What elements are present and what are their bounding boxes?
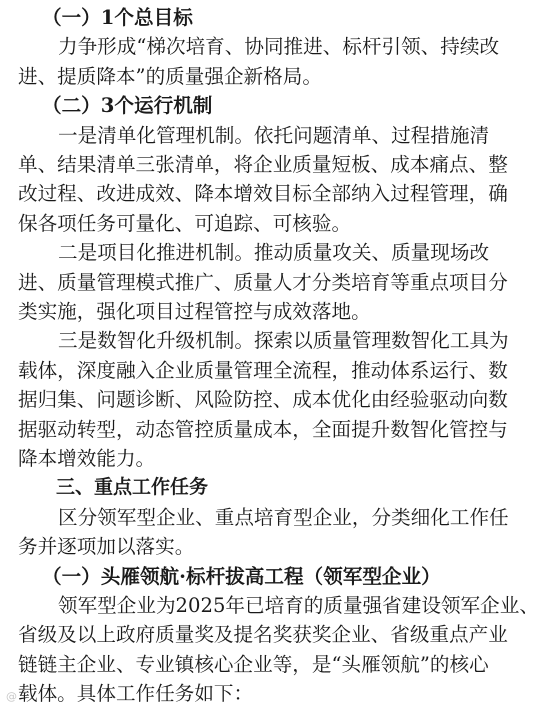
paragraph-line: 省级及以上政府质量奖及提名奖获奖企业、省级重点产业 (18, 623, 508, 647)
paragraph-line: 据归集、问题诊断、风险防控、成本优化由经验驱动向数 (18, 388, 508, 412)
paragraph-line: 三是数智化升级机制。探索以质量管理数智化工具为 (58, 329, 509, 353)
paragraph-line: 据驱动转型，动态管控质量成本，全面提升数智化管控与 (18, 417, 508, 441)
paragraph-line: 进、提质降本”的质量强企新格局。 (18, 64, 322, 88)
section-heading-key-tasks: 三、重点工作任务 (56, 476, 209, 499)
paragraph-line: 单、结果清单三张清单，将企业质量短板、成本痛点、整 (18, 153, 508, 176)
paragraph-line: 领军型企业为2025年已培育的质量强省建设领军企业、 (58, 594, 539, 617)
paragraph-line: 区分领军型企业、重点培育型企业，分类细化工作任 (58, 505, 509, 529)
paragraph-line: 一是清单化管理机制。依托问题清单、过程措施清 (58, 123, 490, 147)
watermark: @ (6, 690, 17, 703)
paragraph-line: 务并逐项加以落实。 (18, 535, 195, 559)
subheading-lead-goose: （一）头雁领航·标杆拔高工程（领军型企业） (42, 564, 441, 588)
paragraph-line: 类实施，强化项目过程管控与成效落地。 (18, 300, 371, 323)
paragraph-line: 链链主企业、专业镇核心企业等，是“头雁领航”的核心 (18, 652, 489, 676)
subheading-overall-goal: （一）1个总目标 (42, 6, 193, 29)
paragraph-line: 力争形成“梯次培育、协同推进、标杆引领、持续改 (58, 35, 500, 59)
paragraph-line: 二是项目化推进机制。推动质量攻关、质量现场改 (58, 241, 490, 265)
paragraph-line: 进、质量管理模式推广、质量人才分类培育等重点项目分 (18, 270, 508, 294)
paragraph-line: 降本增效能力。 (18, 447, 156, 470)
paragraph-line: 保各项任务可量化、可追踪、可核验。 (18, 211, 352, 235)
subheading-mechanisms: （二）3个运行机制 (42, 94, 213, 118)
paragraph-line: 载体，深度融入企业质量管理全流程，推动体系运行、数 (18, 358, 508, 382)
paragraph-line: 载体。具体工作任务如下： (18, 682, 254, 706)
paragraph-line: 改过程、改进成效、降本增效目标全部纳入过程管理，确 (18, 182, 508, 206)
